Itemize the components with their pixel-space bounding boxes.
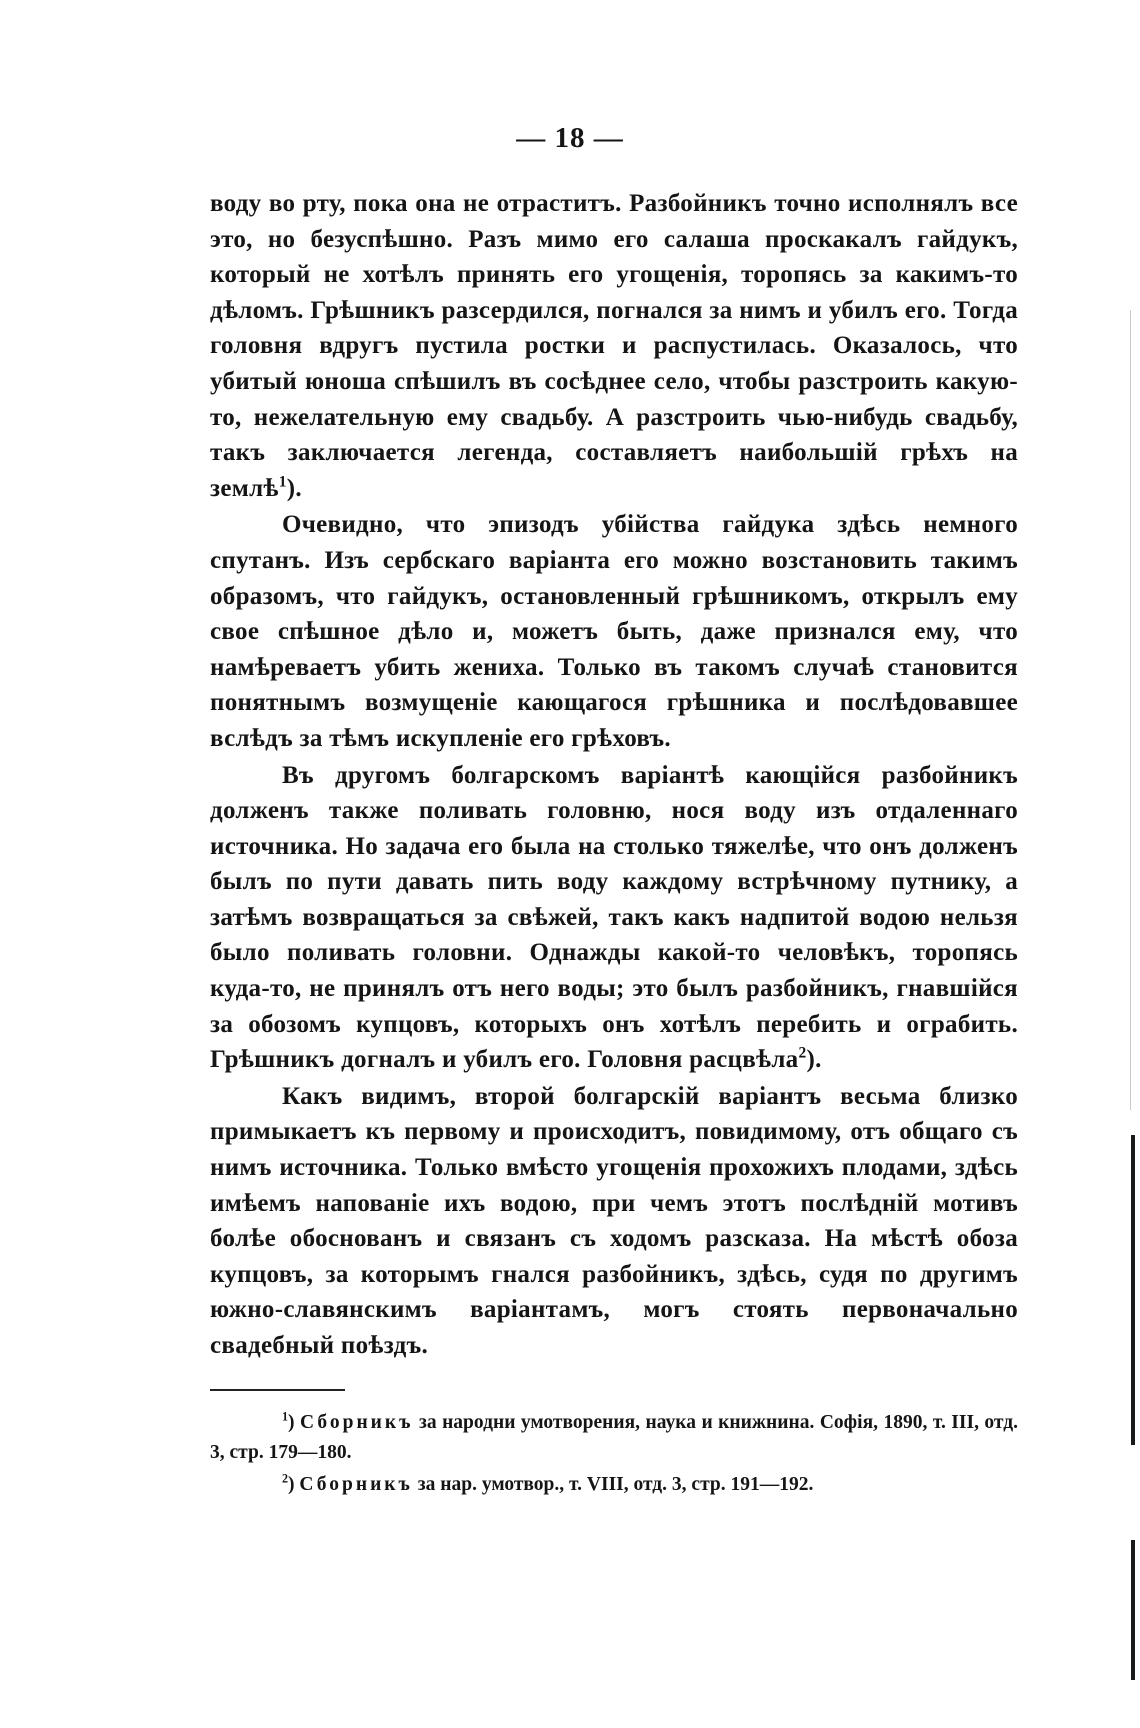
footnote-ref-1: 1	[278, 473, 287, 491]
paragraph-3	[210, 758, 1018, 1078]
paragraph-4: Какъ видимъ, второй болгарскій варіантъ весьма близко примыкаетъ къ первому и происходитъ, повидимому, отъ общаго съ нимъ источника. Только вмѣсто угощенія прохожихъ плодами, здѣсь имѣемъ напованіе ихъ водою, при чемъ этотъ послѣдній мотивъ болѣе обоснованъ и связанъ съ ходомъ разсказа. На мѣстѣ обоза купцовъ, за которымъ гнался разбойникъ, здѣсь, судя по другимъ южно-славянскимъ варіантамъ, могъ стоять первоначально свадебный поѣздъ.	[210, 1082, 1018, 1359]
footnote-1-marker: 1	[282, 1409, 289, 1424]
page-edge-shadow	[1130, 310, 1131, 1110]
footnote-divider	[210, 1389, 345, 1391]
footnote-ref-1-tail: ).	[286, 474, 302, 502]
paragraph-1	[210, 186, 1018, 506]
page-edge-mark-upper	[1131, 1135, 1135, 1445]
paragraph-2: Очевидно, что эпизодъ убійства гайдука здѣсь немного спутанъ. Изъ сербскаго варіанта его можно возстановить такимъ образомъ, что гайдукъ, остановленный грѣшникомъ, открылъ ему свое спѣшное дѣло и, можетъ быть, даже признался ему, что намѣреваетъ убить жениха. Только въ такомъ случаѣ становится понятнымъ возмущеніе кающагося грѣшника и послѣдовавшее вслѣдъ за тѣмъ искупленіе его грѣховъ.	[210, 511, 1018, 752]
footnote-2: $^2$) Сборникъ за нар. умотвор., т. VIII, отд. 3, стр. 191—192.	[282, 1471, 814, 1495]
footnote-2-title: Сборникъ	[299, 1474, 413, 1495]
paragraph-1-text: воду во рту, пока она не отраститъ. Разбойникъ точно исполнялъ все это, но безуспѣшно. Разъ мимо его салаша проскакалъ гайдукъ, который не хотѣлъ принять его угощенія, торопясь за какимъ-то дѣломъ. Грѣшникъ разсердился, погнался за нимъ и убилъ его. Тогда головня вдругъ пустила ростки и распустилась. Оказалось, что убитый юноша спѣшилъ въ сосѣднее село, чтобы разстроить какую-то, нежелательную ему свадьбу. А разстроить чью-нибудь свадьбу, такъ заключается легенда, составляетъ наибольшій грѣхъ на землѣ	[210, 190, 1018, 502]
footnote-2-text: за нар. умотвор., т. VIII, отд. 3, стр. 191—192.	[412, 1474, 814, 1495]
footnote-1-text: за народни умотворения, наука и книжнина. Софія, 1890, т. III, отд. 3, стр. 179—180.	[210, 1412, 1018, 1463]
footnote-ref-2-tail: ).	[806, 1046, 822, 1074]
footnote-ref-2: 2	[798, 1044, 807, 1062]
footnote-1-title: Сборникъ	[300, 1412, 414, 1433]
paragraph-3-text: Въ другомъ болгарскомъ варіантѣ кающійся разбойникъ долженъ также поливать головню, нося воду изъ отдаленнаго источника. Но задача его была на столько тяжелѣе, что онъ долженъ былъ по пути давать пить воду каждому встрѣчному путнику, а затѣмъ возвращаться за свѣжей, такъ какъ надпитой водою нельзя было поливать головни. Однажды какой-то человѣкъ, торопясь куда-то, не принялъ отъ него воды; это былъ разбойникъ, гнавшійся за обозомъ купцовъ, которыхъ онъ хотѣлъ перебить и ограбить. Грѣшникъ догналъ и убилъ его. Головня расцвѣла	[210, 761, 1018, 1074]
page-edge-mark-lower	[1131, 1540, 1135, 1680]
page-number: — 18 —	[516, 122, 624, 154]
footnote-1: $^1$) Сборникъ за народни умотворения, наука и книжнина. Софія, 1890, т. III, отд. 3, стр. 179—180.	[210, 1409, 1018, 1463]
footnote-2-marker: 2	[282, 1471, 289, 1486]
footnotes	[210, 1408, 1018, 1502]
main-text	[210, 186, 1018, 1365]
